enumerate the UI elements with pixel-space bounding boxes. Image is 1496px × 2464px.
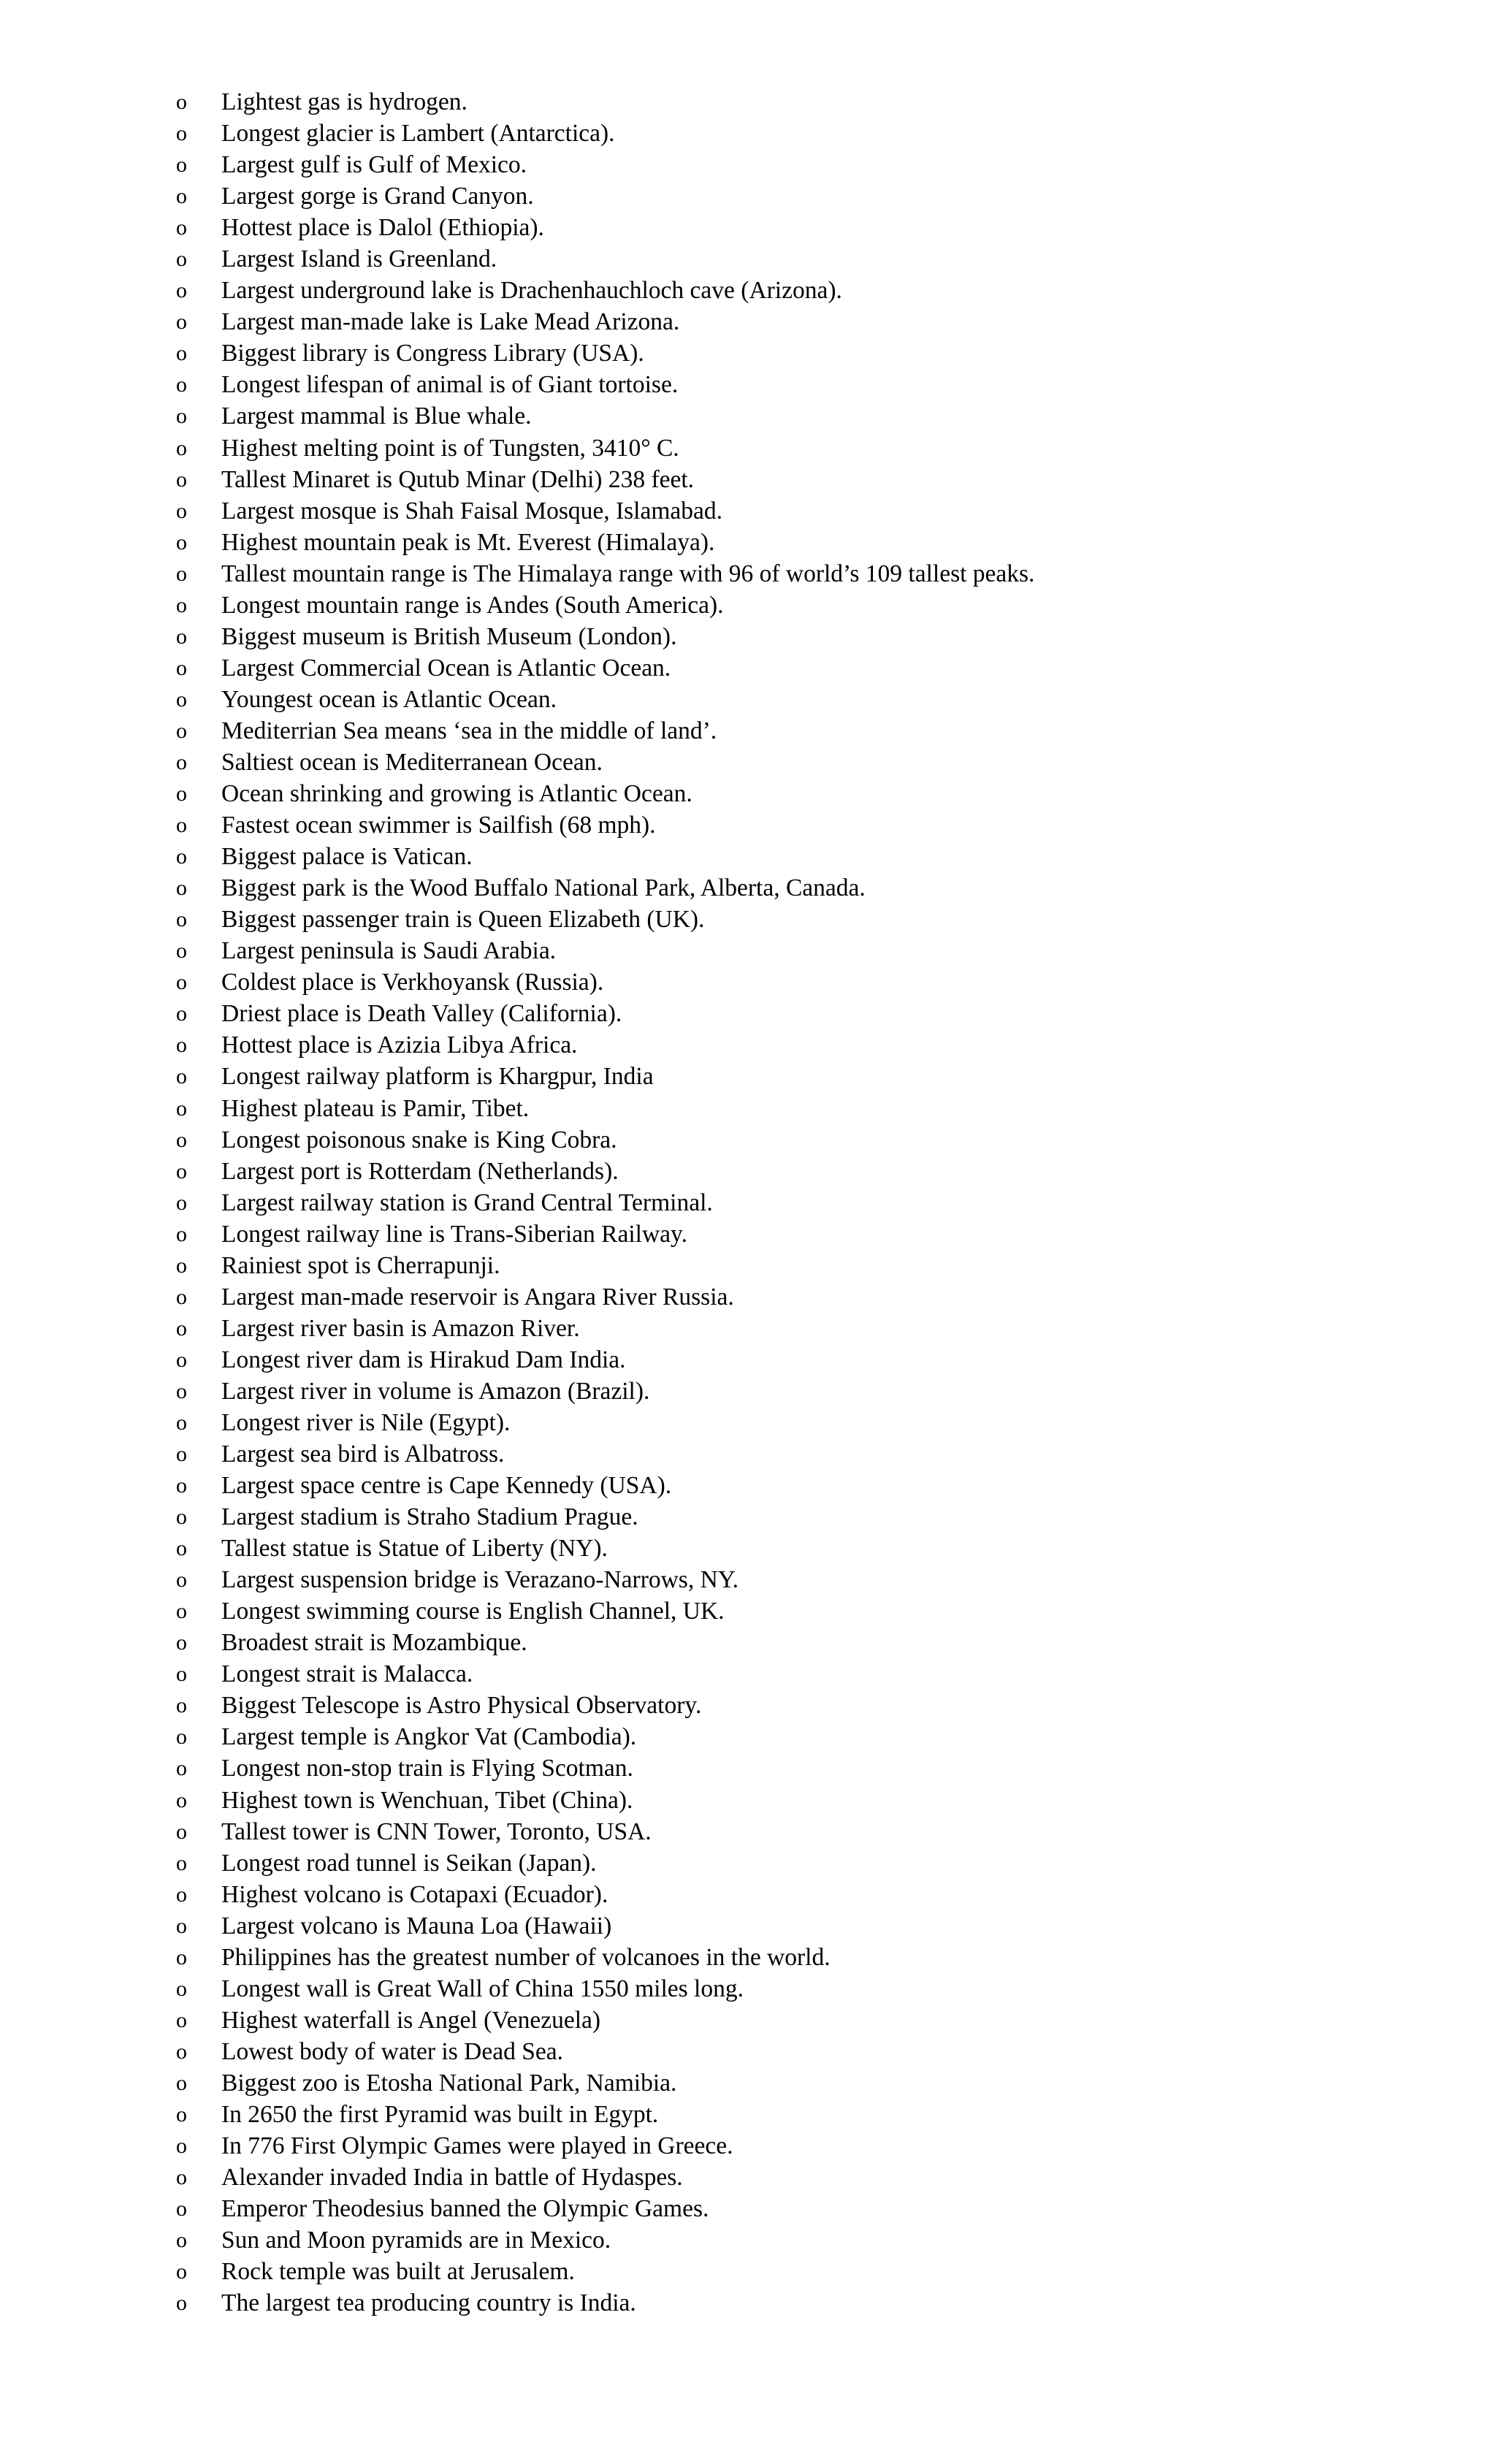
hollow-bullet-icon: o (176, 876, 187, 901)
list-item-text: Highest town is Wenchuan, Tibet (China). (221, 1786, 633, 1814)
list-item-text: Ocean shrinking and growing is Atlantic Ocean. (221, 780, 692, 808)
hollow-bullet-icon: o (176, 813, 187, 838)
list-item-text: Largest mosque is Shah Faisal Mosque, Islamabad. (221, 497, 723, 525)
hollow-bullet-icon: o (176, 184, 187, 209)
list-item-text: Philippines has the greatest number of volcanoes in the world. (221, 1943, 831, 1971)
list-item-text: Emperor Theodesius banned the Olympic Games. (221, 2195, 709, 2223)
hollow-bullet-icon: o (176, 2134, 187, 2159)
list-item-text: Largest man-made lake is Lake Mead Arizona. (221, 308, 680, 336)
list-item-text: Lightest gas is hydrogen. (221, 88, 468, 115)
list-item-text: Mediterrian Sea means ‘sea in the middle of land’. (221, 717, 717, 744)
hollow-bullet-icon: o (176, 1882, 187, 1907)
list-item-text: Tallest Minaret is Qutub Minar (Delhi) 238 feet. (221, 465, 695, 493)
list-item-text: Highest mountain peak is Mt. Everest (Himalaya). (221, 528, 715, 556)
hollow-bullet-icon: o (176, 1316, 187, 1340)
list-item-text: Largest gorge is Grand Canyon. (221, 183, 534, 210)
hollow-bullet-icon: o (176, 1064, 187, 1089)
list-item-text: Longest poisonous snake is King Cobra. (221, 1126, 617, 1153)
hollow-bullet-icon: o (176, 310, 187, 335)
list-item-text: Longest non-stop train is Flying Scotman. (221, 1755, 633, 1782)
list-item-text: Longest swimming course is English Channel, UK. (221, 1598, 725, 1625)
hollow-bullet-icon: o (176, 1127, 187, 1152)
list-item-text: Longest lifespan of animal is of Giant tortoise. (221, 371, 679, 399)
hollow-bullet-icon: o (176, 467, 187, 492)
list-item-text: Largest Island is Greenland. (221, 245, 497, 273)
list-item-text: Longest mountain range is Andes (South America). (221, 591, 724, 619)
list-item-text: Youngest ocean is Atlantic Ocean. (221, 685, 557, 713)
list-item-text: Coldest place is Verkhoyansk (Russia). (221, 969, 604, 996)
hollow-bullet-icon: o (176, 2165, 187, 2190)
hollow-bullet-icon: o (176, 373, 187, 397)
hollow-bullet-icon: o (176, 1913, 187, 1938)
hollow-bullet-icon: o (176, 1002, 187, 1026)
hollow-bullet-icon: o (176, 247, 187, 272)
hollow-bullet-icon: o (176, 2197, 187, 2221)
hollow-bullet-icon: o (176, 1819, 187, 1844)
hollow-bullet-icon: o (176, 404, 187, 429)
list-item-text: Biggest library is Congress Library (USA). (221, 340, 644, 367)
hollow-bullet-icon: o (176, 498, 187, 523)
list-item-text: Biggest park is the Wood Buffalo National Park, Alberta, Canada. (221, 874, 866, 902)
hollow-bullet-icon: o (176, 1221, 187, 1246)
hollow-bullet-icon: o (176, 655, 187, 680)
hollow-bullet-icon: o (176, 1378, 187, 1403)
list-item-text: Tallest statue is Statue of Liberty (NY). (221, 1535, 608, 1563)
list-item-text: Largest mammal is Blue whale. (221, 403, 532, 430)
hollow-bullet-icon: o (176, 153, 187, 178)
list-item-text: Largest man-made reservoir is Angara River Russia. (221, 1283, 734, 1311)
hollow-bullet-icon: o (176, 278, 187, 303)
hollow-bullet-icon: o (176, 1096, 187, 1121)
list-item-text: Biggest palace is Vatican. (221, 843, 473, 871)
list-item-text: Longest railway platform is Khargpur, India (221, 1063, 654, 1091)
hollow-bullet-icon: o (176, 435, 187, 460)
list-item-text: Largest stadium is Straho Stadium Prague. (221, 1503, 638, 1531)
list-item-text: Largest volcano is Mauna Loa (Hawaii) (221, 1912, 612, 1939)
hollow-bullet-icon: o (176, 2007, 187, 2032)
hollow-bullet-icon: o (176, 1756, 187, 1781)
hollow-bullet-icon: o (176, 1976, 187, 2001)
hollow-bullet-icon: o (176, 561, 187, 586)
hollow-bullet-icon: o (176, 1850, 187, 1875)
hollow-bullet-icon: o (176, 592, 187, 617)
hollow-bullet-icon: o (176, 121, 187, 146)
hollow-bullet-icon: o (176, 750, 187, 774)
hollow-bullet-icon: o (176, 215, 187, 240)
list-item-text: Largest temple is Angkor Vat (Cambodia). (221, 1723, 637, 1751)
list-item-text: Longest glacier is Lambert (Antarctica). (221, 120, 615, 148)
hollow-bullet-icon: o (176, 939, 187, 964)
hollow-bullet-icon: o (176, 1788, 187, 1812)
hollow-bullet-icon: o (176, 1253, 187, 1278)
hollow-bullet-icon: o (176, 2259, 187, 2284)
hollow-bullet-icon: o (176, 1945, 187, 1969)
hollow-bullet-icon: o (176, 1725, 187, 1750)
list-item-text: Highest melting point is of Tungsten, 3410° C. (221, 434, 679, 462)
hollow-bullet-icon: o (176, 1630, 187, 1655)
list-item-text: Largest suspension bridge is Verazano-Narrows, NY. (221, 1566, 739, 1594)
hollow-bullet-icon: o (176, 2039, 187, 2064)
list-item-text: Largest underground lake is Drachenhauchloch cave (Arizona). (221, 277, 842, 305)
hollow-bullet-icon: o (176, 90, 187, 114)
list-item-text: Tallest tower is CNN Tower, Toronto, USA. (221, 1818, 652, 1845)
list-item-text: Driest place is Death Valley (California). (221, 1000, 622, 1028)
hollow-bullet-icon: o (176, 1568, 187, 1593)
hollow-bullet-icon: o (176, 530, 187, 554)
list-item-text: In 2650 the first Pyramid was built in Egypt. (221, 2101, 659, 2128)
hollow-bullet-icon: o (176, 1442, 187, 1467)
hollow-bullet-icon: o (176, 624, 187, 649)
list-item-text: Largest port is Rotterdam (Netherlands). (221, 1157, 619, 1185)
list-item-text: Largest sea bird is Albatross. (221, 1441, 505, 1468)
list-item-text: Highest waterfall is Angel (Venezuela) (221, 2006, 601, 2034)
list-item-text: Largest gulf is Gulf of Mexico. (221, 151, 527, 179)
list-item-text: The largest tea producing country is India. (221, 2289, 636, 2317)
hollow-bullet-icon: o (176, 2291, 187, 2316)
list-item-text: Broadest strait is Mozambique. (221, 1629, 527, 1657)
list-item-text: Rainiest spot is Cherrapunji. (221, 1251, 500, 1279)
list-item-text: Largest river in volume is Amazon (Brazil). (221, 1377, 650, 1405)
list-item-text: In 776 First Olympic Games were played in Greece. (221, 2132, 733, 2160)
list-item-text: Hottest place is Dalol (Ethiopia). (221, 214, 544, 242)
list-item-text: Fastest ocean swimmer is Sailfish (68 mph). (221, 812, 656, 839)
hollow-bullet-icon: o (176, 341, 187, 366)
list-item-text: Longest strait is Malacca. (221, 1660, 473, 1688)
hollow-bullet-icon: o (176, 1662, 187, 1687)
hollow-bullet-icon: o (176, 1284, 187, 1309)
hollow-bullet-icon: o (176, 1190, 187, 1215)
list-item-text: Alexander invaded India in battle of Hydaspes. (221, 2164, 683, 2192)
hollow-bullet-icon: o (176, 1473, 187, 1498)
list-item-text: Sun and Moon pyramids are in Mexico. (221, 2227, 611, 2254)
hollow-bullet-icon: o (176, 1410, 187, 1435)
list-item-text: Biggest Telescope is Astro Physical Observatory. (221, 1692, 702, 1720)
list-item-text: Longest road tunnel is Seikan (Japan). (221, 1849, 597, 1877)
list-item-text: Highest volcano is Cotapaxi (Ecuador). (221, 1880, 608, 1908)
list-item-text: Rock temple was built at Jerusalem. (221, 2258, 575, 2286)
hollow-bullet-icon: o (176, 2070, 187, 2095)
list-item-text: Highest plateau is Pamir, Tibet. (221, 1094, 530, 1122)
hollow-bullet-icon: o (176, 1347, 187, 1372)
list-item-text: Longest wall is Great Wall of China 1550 miles long. (221, 1975, 744, 2002)
list-item-text: Largest Commercial Ocean is Atlantic Ocean. (221, 654, 671, 682)
hollow-bullet-icon: o (176, 718, 187, 743)
list-item-text: Longest river is Nile (Egypt). (221, 1408, 511, 1436)
hollow-bullet-icon: o (176, 1536, 187, 1561)
hollow-bullet-icon: o (176, 970, 187, 995)
hollow-bullet-icon: o (176, 1033, 187, 1058)
hollow-bullet-icon: o (176, 844, 187, 869)
list-item-text: Largest space centre is Cape Kennedy (USA). (221, 1472, 672, 1500)
list-item-text: Lowest body of water is Dead Sea. (221, 2037, 563, 2065)
hollow-bullet-icon: o (176, 1599, 187, 1624)
list-item-text: Saltiest ocean is Mediterranean Ocean. (221, 748, 603, 776)
hollow-bullet-icon: o (176, 2228, 187, 2253)
list-item-text: Longest river dam is Hirakud Dam India. (221, 1346, 626, 1373)
list-item-text: Largest railway station is Grand Central Terminal. (221, 1189, 713, 1216)
list-item-text: Biggest zoo is Etosha National Park, Namibia. (221, 2069, 677, 2097)
list-item-text: Biggest museum is British Museum (London). (221, 622, 677, 650)
list-item-text: Largest river basin is Amazon River. (221, 1314, 580, 1342)
hollow-bullet-icon: o (176, 782, 187, 806)
hollow-bullet-icon: o (176, 2102, 187, 2127)
hollow-bullet-icon: o (176, 1693, 187, 1718)
hollow-bullet-icon: o (176, 1159, 187, 1183)
list-item-text: Largest peninsula is Saudi Arabia. (221, 937, 557, 965)
hollow-bullet-icon: o (176, 1505, 187, 1530)
hollow-bullet-icon: o (176, 907, 187, 932)
list-item-text: Hottest place is Azizia Libya Africa. (221, 1031, 578, 1059)
list-item-text: Biggest passenger train is Queen Elizabeth (UK). (221, 906, 705, 934)
hollow-bullet-icon: o (176, 687, 187, 712)
list-item-text: Longest railway line is Trans-Siberian Railway. (221, 1220, 687, 1248)
list-item-text: Tallest mountain range is The Himalaya range with 96 of world’s 109 tallest peaks. (221, 560, 1035, 587)
